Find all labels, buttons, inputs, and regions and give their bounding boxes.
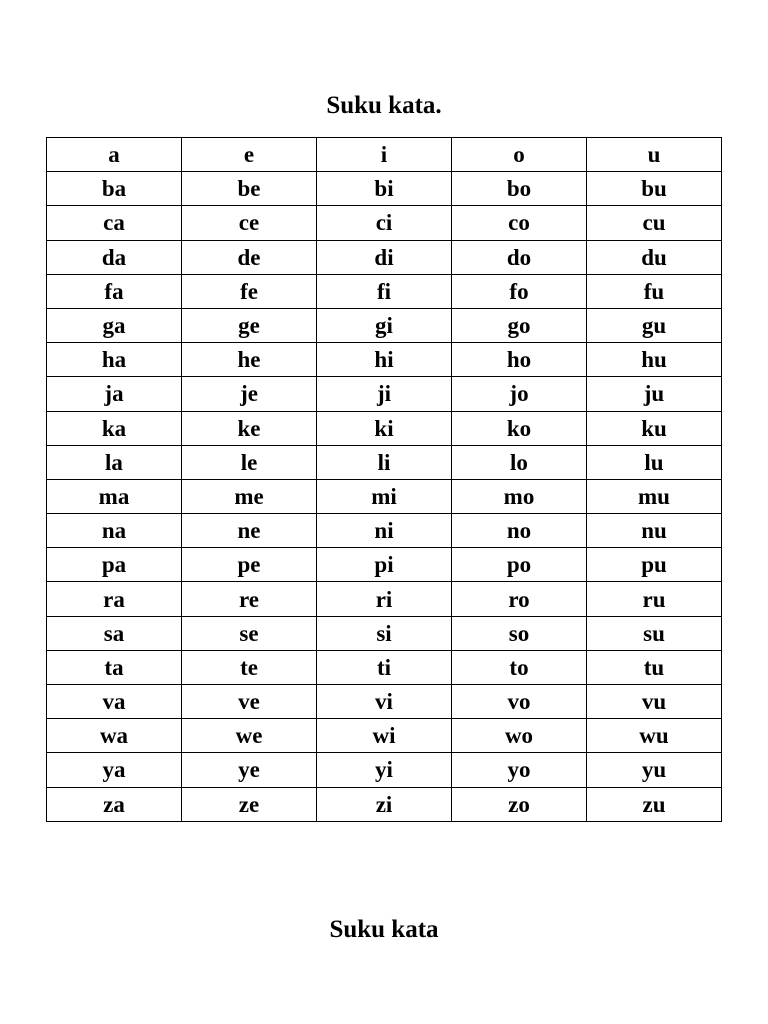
syllable-cell: sa [47,616,182,650]
syllable-cell: bi [317,172,452,206]
table-row [47,240,722,274]
syllable-cell: co [452,206,587,240]
syllable-cell: e [182,138,317,172]
syllable-cell: ha [47,343,182,377]
syllable-cell: so [452,616,587,650]
syllable-cell: bu [587,172,722,206]
syllable-cell: la [47,445,182,479]
syllable-cell: vo [452,685,587,719]
syllable-cell: ri [317,582,452,616]
syllable-cell: ba [47,172,182,206]
syllable-cell: wa [47,719,182,753]
syllable-cell: fo [452,274,587,308]
syllable-cell: ge [182,308,317,342]
syllable-cell: wo [452,719,587,753]
syllable-cell: ya [47,753,182,787]
syllable-cell: no [452,514,587,548]
syllable-cell: ro [452,582,587,616]
table-row [47,650,722,684]
syllable-cell: me [182,479,317,513]
syllable-cell: fi [317,274,452,308]
table-row [47,308,722,342]
syllable-cell: te [182,650,317,684]
table-row [47,582,722,616]
syllable-cell: lu [587,445,722,479]
syllable-cell: du [587,240,722,274]
syllable-cell: pe [182,548,317,582]
syllable-cell: bo [452,172,587,206]
syllable-cell: a [47,138,182,172]
syllable-cell: ho [452,343,587,377]
syllable-cell: ta [47,650,182,684]
table-row [47,377,722,411]
syllable-cell: gi [317,308,452,342]
syllable-cell: zu [587,787,722,821]
table-row [47,172,722,206]
syllable-cell: fa [47,274,182,308]
syllable-cell: ko [452,411,587,445]
syllable-cell: ca [47,206,182,240]
table-row [47,753,722,787]
syllable-cell: pu [587,548,722,582]
table-row [47,206,722,240]
syllable-cell: go [452,308,587,342]
syllable-cell: ga [47,308,182,342]
table-row [47,274,722,308]
syllable-cell: he [182,343,317,377]
syllable-cell: o [452,138,587,172]
syllable-cell: ku [587,411,722,445]
syllable-cell: nu [587,514,722,548]
syllable-cell: mo [452,479,587,513]
syllable-cell: to [452,650,587,684]
syllable-cell: be [182,172,317,206]
syllable-table-body [47,138,722,822]
table-row [47,719,722,753]
syllable-cell: lo [452,445,587,479]
syllable-cell: mi [317,479,452,513]
syllable-cell: su [587,616,722,650]
table-row [47,787,722,821]
syllable-cell: je [182,377,317,411]
syllable-cell: yi [317,753,452,787]
syllable-cell: ju [587,377,722,411]
syllable-cell: ji [317,377,452,411]
syllable-table [46,137,722,822]
syllable-cell: hu [587,343,722,377]
footer-title: Suku kata [329,916,439,943]
syllable-cell: se [182,616,317,650]
syllable-cell: i [317,138,452,172]
table-row [47,514,722,548]
syllable-cell: ye [182,753,317,787]
syllable-cell: vu [587,685,722,719]
syllable-cell: pa [47,548,182,582]
syllable-cell: ki [317,411,452,445]
syllable-cell: ne [182,514,317,548]
syllable-cell: di [317,240,452,274]
table-row [47,685,722,719]
syllable-cell: fe [182,274,317,308]
syllable-cell: ci [317,206,452,240]
table-row [47,445,722,479]
syllable-cell: ja [47,377,182,411]
syllable-cell: le [182,445,317,479]
syllable-cell: yu [587,753,722,787]
syllable-cell: ni [317,514,452,548]
syllable-cell: hi [317,343,452,377]
syllable-cell: ra [47,582,182,616]
syllable-cell: za [47,787,182,821]
syllable-cell: vi [317,685,452,719]
table-row [47,411,722,445]
syllable-cell: si [317,616,452,650]
syllable-cell: mu [587,479,722,513]
syllable-cell: pi [317,548,452,582]
syllable-cell: fu [587,274,722,308]
page-title: Suku kata. [326,92,442,119]
syllable-cell: ce [182,206,317,240]
table-row [47,343,722,377]
syllable-cell: ti [317,650,452,684]
syllable-cell: po [452,548,587,582]
syllable-cell: na [47,514,182,548]
syllable-cell: cu [587,206,722,240]
syllable-cell: li [317,445,452,479]
syllable-cell: ru [587,582,722,616]
syllable-cell: u [587,138,722,172]
syllable-cell: we [182,719,317,753]
syllable-cell: ve [182,685,317,719]
syllable-cell: zo [452,787,587,821]
syllable-cell: da [47,240,182,274]
syllable-cell: va [47,685,182,719]
table-row [47,548,722,582]
syllable-cell: tu [587,650,722,684]
syllable-cell: re [182,582,317,616]
syllable-cell: zi [317,787,452,821]
syllable-cell: jo [452,377,587,411]
syllable-cell: ze [182,787,317,821]
syllable-cell: wu [587,719,722,753]
syllable-cell: do [452,240,587,274]
syllable-cell: de [182,240,317,274]
table-row [47,479,722,513]
syllable-cell: gu [587,308,722,342]
syllable-cell: ka [47,411,182,445]
syllable-cell: ke [182,411,317,445]
syllable-cell: wi [317,719,452,753]
table-row [47,616,722,650]
syllable-cell: ma [47,479,182,513]
table-row [47,138,722,172]
syllable-cell: yo [452,753,587,787]
